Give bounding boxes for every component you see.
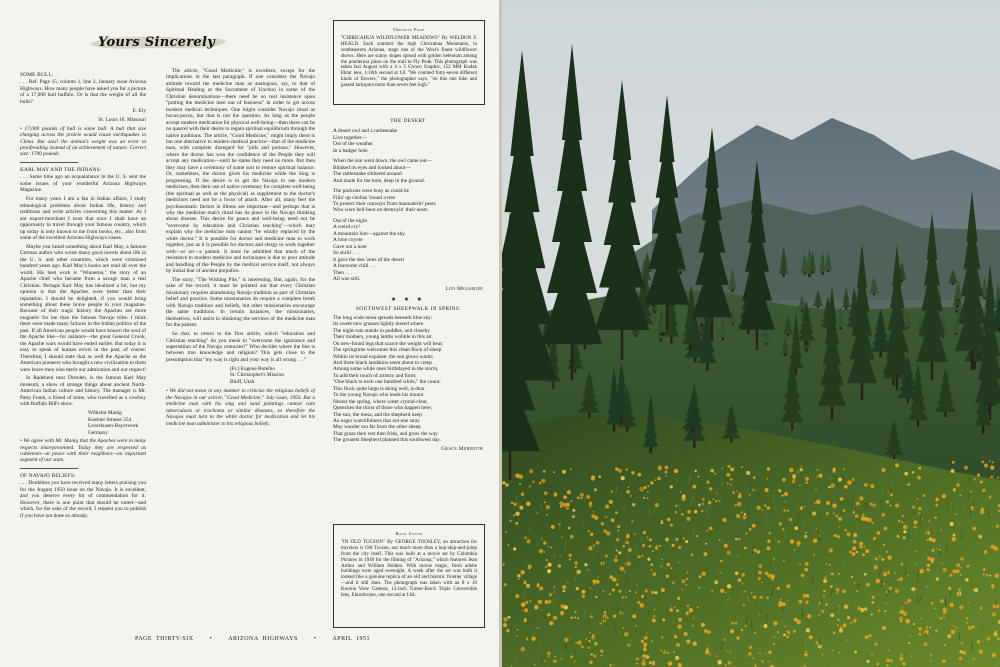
letter-body: The article, "Good Medicine," is excellent, except for the implications in the last paragraph. If one considers the Navajo attitude toward the medicine man as analogous, say, to that of Spiritual Healing or the Sacrament of Unction in some of the Christian denominations—there need be no real insistence upon "putting the medicine men out of business" in order to get across modern medical techniques. One might consider Navajo ritual as hocus-pocus, but that is not the question. As long as the people accept modern medication for physical well-being—then there can be no quarrel with their desire to regain spiritual equilibrium through the native traditions. The article, "Good Medicine," might imply there is but one alternative to modern medical practice—that of the medicine man, with complete disregard for "pills and potions." However, where the doctor has won the confidence of the People they will accept any medication—until he states they need no more. But then they may have a ceremony of some sort to restore spiritual balance. Or, sometimes, the doctor gives his medicine while the Sing is progressing. If the desire is to get the Navajo to use modern medicines, then their use of native ceremony for complete well-being (the spiritual as well as the physical) as supplement to the doctor's medicines need not be a focus of attack. After all, many feel the psychosomatic factors in illness are important—and perhaps that is why the medicine man's ritual has its place in the Navajo thinking about disease. This desire for peace and well-being need not be "overcome by education and Christian teaching"—which may explain why the medicine man cannot "be wholly replaced by the white doctor." It is possible for doctor and medicine man to work together, just as it is possible for doctors and clergy to work together with—or on—a patient. It must be admitted that much of the resistance to modern medicine and techniques is due to poor attitude and handling of the People by the medical service itself, not always by initial fear of ancient prejudice.: [166, 68, 315, 275]
back-cover-caption-box: [333, 524, 485, 628]
letter-signature: (Fr.) Eugene Botelho: [230, 365, 275, 372]
letter-heading: SOME BULL:: [20, 72, 54, 78]
letter-heading: KARL MAY AND THE INDIANS:: [20, 166, 102, 173]
divider: [20, 162, 78, 163]
magazine-name: ARIZONA HIGHWAYS: [228, 636, 298, 642]
poem-line: All was still.: [333, 275, 361, 282]
caption-box-title: Back Cover: [395, 531, 423, 536]
caption-box-text: "CHIRICAHUA WILDFLOWER MEADOWS" By WELDON F. HEALD. Each summer the high Chiricahua Mountains, in southeastern Arizona, stage one of the West's finest wildflower shows. Here are sunny slopes spread with golden helenium among the ponderosa pines on the trail to Fly Peak. This photograph was taken last August with a 4 x 5 Crown Graphic, 152 MM Kodak Ektar lens, 1/10th second at f.8. "We counted forty-seven different kinds of flowers," the photographer says, "on this one hike and passed larkspurs more than seven feet high.": [341, 35, 477, 89]
poem-line: An eager watchfulness that not one stray: [333, 418, 420, 425]
letters-column-1: [20, 68, 146, 633]
poem-line: A desert owl and a rattlesnake: [333, 128, 398, 135]
poem-line: Live together—: [333, 134, 367, 141]
poem-line: The sun, the mesa, and the shepherd keep: [333, 411, 422, 418]
letter-address: St. Christopher's Mission: [230, 372, 284, 379]
poem-line: So shrill . . .: [333, 250, 359, 257]
poem-line: The springtime welcomes this clean flock of sheep: [333, 347, 442, 354]
footer-bullet: •: [209, 636, 213, 642]
poem-body: [333, 315, 483, 444]
poem-line: A fearsome chill . . .: [333, 263, 377, 270]
caption-box-text: "IN OLD TUCSON" By GEORGE TOOSLEY, an attraction for travelers is Old Tucson, not much more than a hop-skip-and-jump from the city itself. This was built at a movie set by Columbia Pictures in 1940 for the filming of "Arizona," which featured Jean Arthur and William Holden. With movie magic, fresh adobe buildings were aged overnight. A week after the set was built it looked like a genuine replica of an old and historic frontier village—and it still does. The photograph was taken with an 8 x 10 Korona View Camera, 12-inch Turner-Reich Triple Convertible lens, Ektachrome, one second at f.64.: [341, 539, 477, 599]
poem-stanza: [333, 158, 483, 184]
page-number: PAGE THIRTY-SIX: [134, 636, 194, 642]
letter-body: So that, to return to the first article, which "education and Christian teaching" do you mean to "overcome the ignorance and superstition of the Navajo centuries?" Who decides where the line is between true knowledge and religion? This gets close to the presumption that "my way is right and your way is all wrong . . .": [166, 331, 315, 363]
poem-stanza: [333, 128, 483, 154]
poem-title: SOUTHWEST SHEEPWALK IN SPRING: [355, 306, 461, 313]
poem-line: May wander too far from the other sheep: [333, 424, 421, 431]
poem-line: That graze then rest then frisk, and grow the way: [333, 430, 438, 437]
poem-line: When the sun went down, the owl came out—: [333, 158, 432, 165]
letter-body: In Radebeul near Dresden, is the famous Karl May museum, a show of strange things about ancient North-American Indian culture and history. The manager is Mr. Patty Frank, a friend of mine, who travelled as a cowboy with Buffalo Bill's show.: [20, 375, 146, 408]
footer-bullet: •: [313, 636, 317, 642]
poem-author: Lon Megargee: [445, 286, 483, 293]
poems-column: [333, 116, 483, 516]
poem-line: Then . . .: [333, 269, 352, 276]
poem-line: Within its broad expanse: the sun glows warm;: [333, 353, 434, 360]
poem-line: On new-found legs that scarce the weight will bear;: [333, 340, 444, 347]
poem-line: A lone coyote: [333, 237, 363, 244]
issue-date: APRIL 1951: [332, 636, 371, 642]
poem-line: And made for the hole, deep in the ground.: [333, 177, 426, 184]
letter-body: For many years I am a fan in Indian affairs, I study ethnological problems about Indian life, history and traditions and write articles concerning this matter. As I am export-merchant I trust that once I shall have an opportunity to travel through your famous country, which up today is only known to me from books, etc., also from some of the excellent Arizona Highways issues.: [20, 196, 146, 241]
poem-line: Quenches the thirst of those who happen here;: [333, 405, 432, 412]
poem-line: Out of the night: [333, 217, 367, 224]
poem-author: Grace Meredith: [441, 445, 483, 452]
letter-body: . . . Doubtless you have received many letters praising you for the August 1950 issue on the Navajo. It is excellent, and you deserve every bit of commendation for it. However, there is one point that should be noted—and which, for the sake of the record, I request you to publish if you have not done so already.: [20, 480, 146, 519]
letter-body: The story, "The Wishing Pile," is interesting. But, again, for the sake of the record, it must be pointed out that every Christian missionary requires abandoning Navajo tradition as part of Christian belief and practice. Some missionaries do require a complete break with Navajo tradition and beliefs, but other missionaries encourage the same traditions. In certain instances, the missionaries, themselves, will assist in obtaining the services of the medicine man for the patient.: [166, 277, 315, 329]
letter-address: Leverkusen-Bayerwerk: [88, 423, 139, 430]
page-title: Yours Sincerely: [98, 35, 216, 50]
poem-stanza: [333, 218, 483, 283]
poem-line: To protect their runways from marauderin' pests: [333, 200, 436, 207]
poem-line: In a badger hole: [333, 147, 368, 154]
poem-line: Out of the weather: [333, 141, 373, 148]
poem-line: It gave the den 'zens of the desert: [333, 256, 405, 263]
poem-line: A weird cry!: [333, 224, 361, 231]
landscape-image: [502, 0, 1000, 667]
poem-stanza: [333, 188, 483, 214]
editor-reply: • We did not mean in any manner to criticize the religious beliefs of the Navajos in our article, "Good Medicine," July issue, 1950. But a medicine man with his sing and sand paintings cannot cure tuberculosis or trachoma or similar diseases, so therefore the Navajos must turn to the white doctor for medication and let his medicine man administer to his religious beliefs.: [166, 388, 315, 427]
letter-signature: Wilhelm Manig: [88, 410, 122, 417]
letter-body: . . . Ref. Page 15, column 1, line 2, January issue Arizona Highways. How many people have asked you for a picture of a 17,000 bull buffalo. Or is that the weight of all the bulls?: [20, 79, 146, 105]
letter-address: Germany: [88, 429, 108, 436]
poem-line: Nearer the spring, where water crystal-clear,: [333, 398, 428, 405]
caption-box-title: Opposite Page: [393, 27, 425, 32]
poem-line: The night-rain stands in puddles, and closeby: [333, 327, 430, 334]
divider: [20, 468, 78, 469]
wildflower-meadow-photo: [502, 0, 1000, 667]
opposite-page-caption-box: [333, 20, 485, 105]
poem-line: The greatest Shepherd planned this southwest day.: [333, 437, 441, 444]
poem-line: Filin' up chollas 'round a tree: [333, 194, 396, 201]
poem-line: This flock quite large is doing well, is dear: [333, 385, 425, 392]
title-banner: [86, 33, 228, 53]
poem-line: Among some white ones birthdayed in the storm,: [333, 366, 439, 373]
letter-location: St. Louis 16, Missouri: [98, 116, 146, 123]
letter-heading: OF NAVAJO BELIEFS:: [20, 472, 76, 479]
letter-body: Maybe you heard something about Karl May, a famous German author who wrote many good novels about life in the U. S. and other countries, which were colonized hundred years ago. Karl May's books are read all over the world. His best work is "Winnetou," the story of an Apache chief who became from a savage man a real Christian. Perhaps Karl May has idealized a bit, but my opinion is that the Apaches were better than their reputation. I should be delighted, if you would bring something about these brave people in your magazine. Because of their tragic history the Apaches are more magnetic for me than the famous Navajo tribe. I think there were made many failures in the Indian politics of the past. If all American people would have known the soul of the Apache like—for instance—the great General Crook, the Apache wars would have ended earlier. But today it is easy to speak of human errors in the past, of course. Therefore, I should state that as well the Apache as the American pioneers who brought a new civilization to them were brave men who merit our admiration and our respect!: [20, 243, 146, 373]
poem-line: Gave out a note: [333, 243, 367, 250]
poem-line: A mountain lion—against the sky.: [333, 230, 406, 237]
poem-line: Its sweet new grasses lightly moted where: [333, 321, 424, 328]
page-footer: [20, 636, 485, 642]
poem-line: The packrats were busy as could be: [333, 188, 409, 195]
section-stars: ★ ★ ★: [390, 296, 426, 303]
text-page: [0, 0, 499, 667]
poem-line: And three black lambkins seem about to creep: [333, 359, 432, 366]
editor-reply: • 17,000 pounds of bull is some bull. A bull that size charging across the prairie would cause earthquakes in China. But alas! the animal's weight was an error in proofreading instead of an achievement of nature. Correct size: 1700 pounds.: [20, 125, 146, 158]
poem-line: "One black to each one hundred white," the count:: [333, 379, 441, 386]
letter-address: Bluff, Utah: [230, 378, 255, 385]
poem-line: Who were hell-bent on destroyin' their nests.: [333, 207, 429, 214]
poem-line: The long wide mesa spreads beneath blue sky:: [333, 314, 433, 321]
letter-signature: E. Ely: [132, 107, 146, 114]
editor-reply: • We agree with Mr. Manig that the Apaches were in many respects misrepresented. Today they are respected as cattlemen—at peace with their neighbors—an important segment of our state.: [20, 438, 146, 464]
poem-line: To the young Navajo who leads his mount: [333, 392, 424, 399]
poem-line: To add their touch of artistry and form:: [333, 372, 417, 379]
poem-line: The rattlesnake slithered around: [333, 171, 402, 178]
poem-line: Their mothers, young lambs wobble in this air.: [333, 334, 433, 341]
poem-line: Blinked its eyes and looked about—: [333, 164, 411, 171]
letter-address: Koelner Strasse 354: [88, 416, 132, 423]
poem-title: THE DESERT: [390, 118, 426, 124]
letters-column-2: [166, 68, 315, 633]
letter-body: . . . Some time ago an acquaintance in the U. S. sent me some issues of your wonderful Arizona Highways Magazine.: [20, 174, 146, 194]
